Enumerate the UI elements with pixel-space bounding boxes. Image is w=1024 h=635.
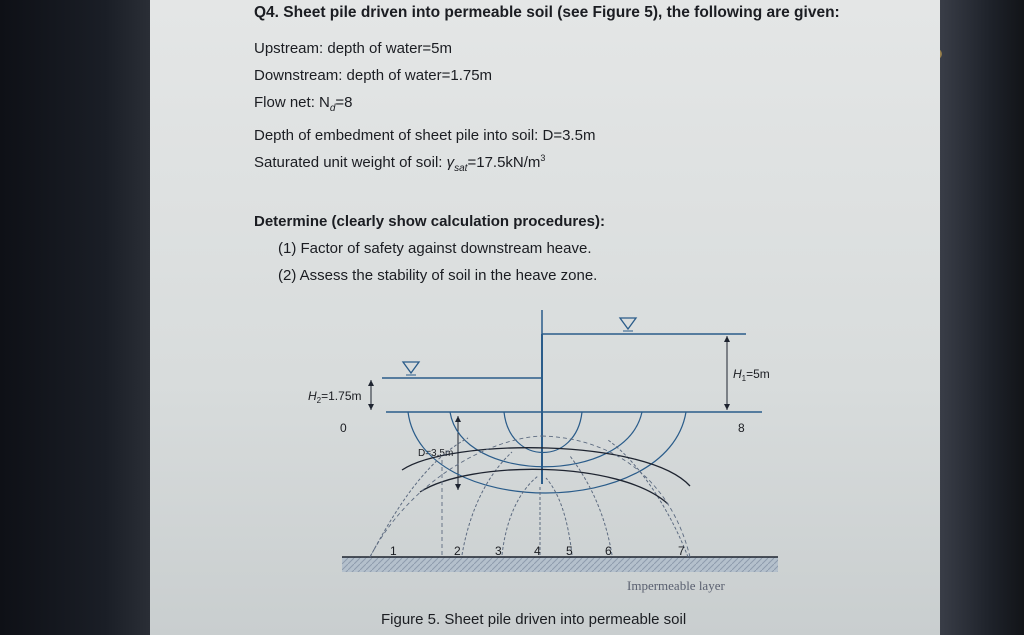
question-number: Q4. [254,4,279,21]
question-text: Sheet pile driven into permeable soil (see Figure 5), the following are given: [283,4,840,21]
flow-line-middle [450,412,642,467]
drop-label-5: 5 [566,544,573,558]
unit-weight-subscript: sat [454,163,468,174]
determine-heading: Determine (clearly show calculation procedures): [254,213,605,230]
d-label: D=3.5m [418,448,454,459]
h2-label: $H_2=1.75m$ [308,389,362,405]
determine-item-2: (2) Assess the stability of soil in the heave zone. [278,267,598,284]
given-embedment: Depth of embedment of sheet pile into soil: D=3.5m [254,127,596,144]
impermeable-layer [342,557,778,572]
unit-weight-symbol: γ [446,154,455,171]
h1-label: $H_1=5m$ [733,367,770,383]
impermeable-label: Impermeable layer [627,578,725,593]
downstream-water-marker [403,362,419,375]
figure-caption: Figure 5. Sheet pile driven into permeable soil [381,611,687,628]
h1-dimension [724,336,730,410]
given-upstream: Upstream: depth of water=5m [254,40,453,57]
equipotential-3 [502,476,538,555]
potential-start-label: 0 [340,421,347,435]
given-downstream: Downstream: depth of water=1.75m [254,67,493,84]
aux-line-2 [542,436,690,557]
drop-label-7: 7 [678,544,685,558]
equipotential-7 [608,440,688,557]
determine-item-1: (1) Factor of safety against downstream heave. [278,240,592,257]
flow-net-prefix: Flow net: N [254,94,330,111]
drop-label-2: 2 [454,544,461,558]
unit-weight-value: =17.5kN/m [467,154,541,171]
drop-label-1: 1 [390,544,397,558]
drop-label-3: 3 [495,544,502,558]
aux-line-1 [370,436,542,557]
potential-end-label: 8 [738,421,745,435]
h2-dimension [368,380,374,410]
document-page [150,0,940,635]
monitor-bezel-right [939,0,1024,635]
monitor-bezel-left [0,0,150,635]
upstream-water-marker [620,318,636,331]
flow-net-figure [150,0,940,635]
equipotential-6 [570,456,612,555]
unit-weight-superscript: 3 [540,153,546,163]
drop-label-4: 4 [534,544,541,558]
drop-label-6: 6 [605,544,612,558]
flow-net-value: =8 [335,94,353,111]
flow-net-subscript: d [329,103,336,114]
unit-weight-prefix: Saturated unit weight of soil: [254,154,447,171]
